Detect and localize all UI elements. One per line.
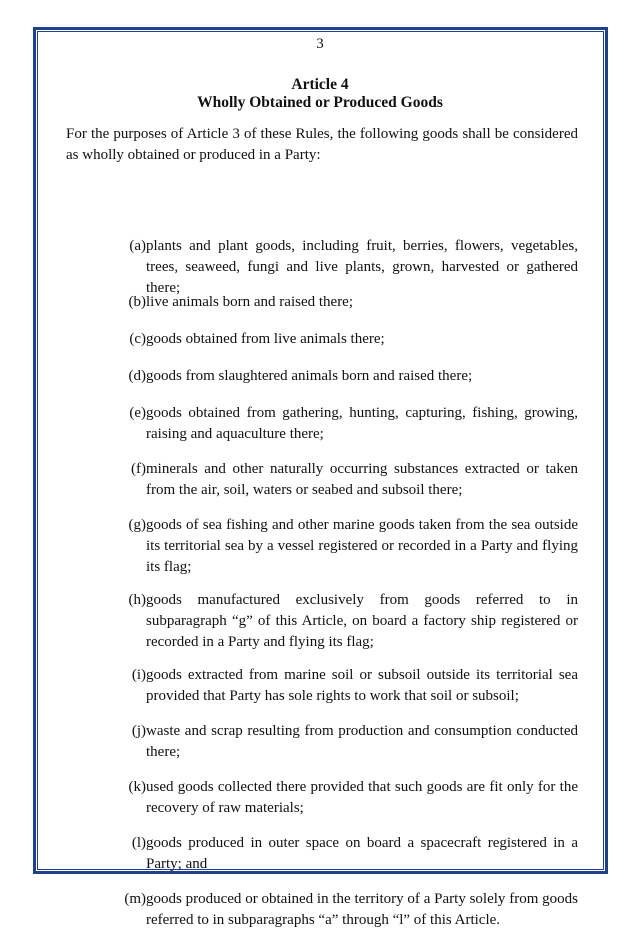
item-label: (b): [128, 294, 146, 310]
list-item-l: [131, 833, 578, 875]
item-label: (c): [129, 331, 146, 347]
list-item-h: [128, 590, 578, 653]
list-item-f: [131, 459, 578, 501]
list-item-c: [129, 329, 578, 350]
list-item-a: [129, 236, 578, 299]
item-label: (d): [128, 368, 146, 384]
item-text: goods extracted from marine soil or subsoil outside its territorial sea provided that Party has sole rights to work that soil or subsoil;: [146, 667, 578, 704]
item-label: (h): [128, 592, 146, 608]
intro-paragraph: For the purposes of Article 3 of these Rules, the following goods shall be considered as wholly obtained or produced in a Party:: [66, 126, 578, 163]
page-number: 3: [316, 36, 324, 52]
item-text: goods obtained from live animals there;: [146, 331, 385, 347]
item-text: goods manufactured exclusively from goods referred to in subparagraph “g” of this Article, on board a factory ship registered or recorded in a Party and flying its flag;: [146, 592, 578, 650]
item-text: waste and scrap resulting from production and consumption conducted there;: [146, 723, 578, 760]
item-text: goods obtained from gathering, hunting, capturing, fishing, growing, raising and aquaculture there;: [146, 405, 578, 442]
item-text: minerals and other naturally occurring substances extracted or taken from the air, soil, waters or seabed and subsoil there;: [146, 461, 578, 498]
item-text: goods produced in outer space on board a spacecraft registered in a Party; and: [146, 835, 578, 872]
item-text: plants and plant goods, including fruit, berries, flowers, vegetables, trees, seaweed, fungi and live plants, grown, harvested or gathered there;: [146, 238, 578, 296]
item-label: (g): [128, 517, 146, 533]
item-label: (i): [131, 667, 146, 683]
list-item-k: [128, 777, 578, 819]
list-item-i: [131, 665, 578, 707]
item-label: (k): [128, 779, 146, 795]
item-label: (a): [129, 238, 146, 254]
list-item-e: [129, 403, 578, 445]
item-label: (m): [124, 891, 146, 907]
item-label: (e): [129, 405, 146, 421]
item-label: (l): [131, 835, 146, 851]
list-item-g: [128, 515, 578, 578]
item-text: goods from slaughtered animals born and raised there;: [146, 368, 473, 384]
list-item-b: [128, 292, 578, 313]
item-text: goods of sea fishing and other marine goods taken from the sea outside its territorial sea by a vessel registered or recorded in a Party and flying its flag;: [146, 517, 578, 575]
item-label: (j): [131, 723, 146, 739]
article-heading: Article 4: [291, 76, 349, 93]
article-subheading: Wholly Obtained or Produced Goods: [197, 94, 443, 111]
list-item-d: [128, 366, 578, 387]
item-label: (f): [131, 461, 146, 477]
item-text: goods produced or obtained in the territory of a Party solely from goods referred to in subparagraphs “a” through “l” of this Article.: [146, 891, 578, 928]
list-item-m: [124, 889, 578, 931]
list-item-j: [131, 721, 578, 763]
item-text: used goods collected there provided that such goods are fit only for the recovery of raw materials;: [146, 779, 578, 816]
item-text: live animals born and raised there;: [146, 294, 354, 310]
